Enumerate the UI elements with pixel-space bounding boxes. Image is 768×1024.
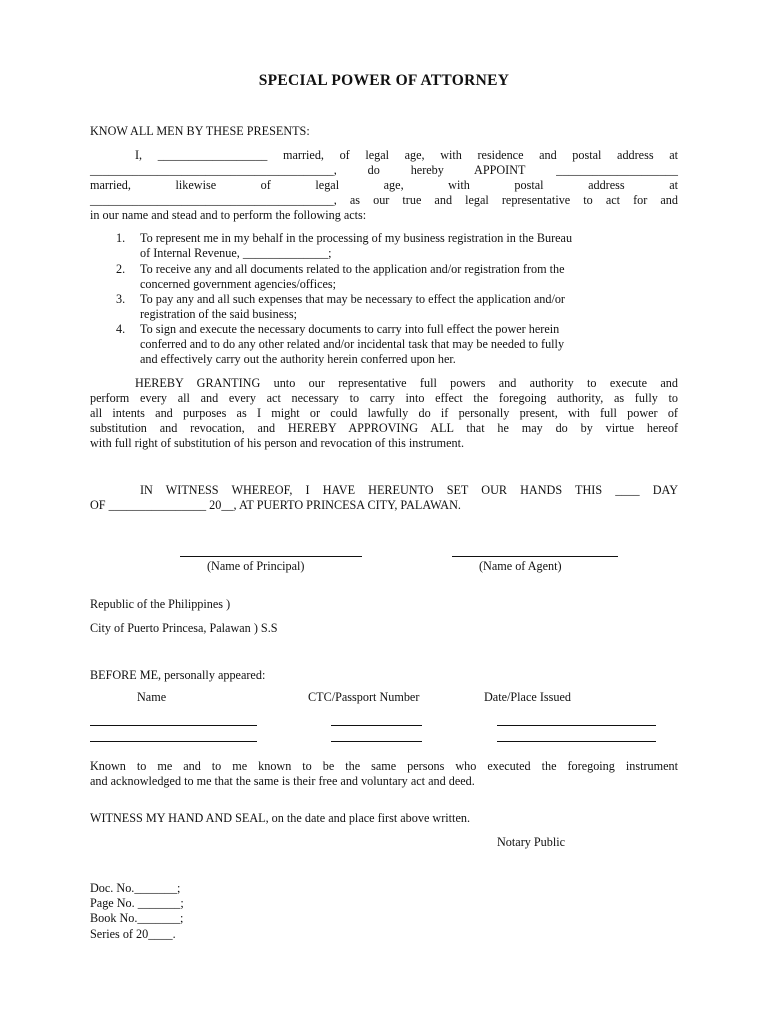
- document-title: SPECIAL POWER OF ATTORNEY: [258, 72, 510, 89]
- act-item-2: [116, 262, 565, 277]
- intro-text: KNOW ALL MEN BY THESE PRESENTS:: [90, 124, 310, 138]
- name-blank-line-1: [90, 725, 257, 726]
- granting-line-2: perform every all and every act necessary to carry into effect the foregoing authority, as fully to: [90, 391, 678, 405]
- act-item-4: [116, 322, 559, 337]
- act-text: To receive any and all documents related to the application and/or registration from the: [140, 262, 565, 276]
- act-text: To pay any and all such expenses that may be necessary to effect the application and/or: [140, 292, 565, 306]
- act-number: 2.: [116, 262, 126, 276]
- witness-line-2: OF ________________ 20__, AT PUERTO PRINCESA CITY, PALAWAN.: [90, 498, 461, 512]
- name-blank-line-2: [90, 741, 257, 742]
- appointment-line-3: married, likewise of legal age, with postal address at: [90, 178, 678, 192]
- act-2-continuation: concerned government agencies/offices;: [140, 277, 337, 291]
- granting-line-4: substitution and revocation, and HEREBY APPROVING ALL that he may do by virtue hereof: [90, 421, 678, 435]
- act-3-continuation: registration of the said business;: [140, 307, 298, 321]
- column-header-date-place: Date/Place Issued: [484, 690, 571, 704]
- appointment-line-5: in our name and stead and to perform the following acts:: [90, 208, 367, 222]
- act-number: 4.: [116, 322, 126, 336]
- venue-line-2: City of Puerto Princesa, Palawan ) S.S: [90, 621, 278, 635]
- column-header-name: Name: [137, 690, 167, 704]
- series-of: Series of 20____.: [90, 927, 176, 941]
- principal-signature-line: [180, 556, 362, 557]
- act-text: To sign and execute the necessary documents to carry into full effect the power herein: [140, 322, 560, 336]
- ctc-blank-line-1: [331, 725, 422, 726]
- granting-line-5: with full right of substitution of his person and revocation of this instrument.: [90, 436, 465, 450]
- act-number: 3.: [116, 292, 126, 306]
- principal-name-label: (Name of Principal): [207, 559, 305, 573]
- venue-line-1: Republic of the Philippines ): [90, 597, 231, 611]
- agent-signature-line: [452, 556, 618, 557]
- ctc-blank-line-2: [331, 741, 422, 742]
- witness-hand-text: WITNESS MY HAND AND SEAL, on the date and place first above written.: [90, 811, 470, 825]
- granting-line-1: HEREBY GRANTING unto our representative full powers and authority to execute and: [135, 376, 678, 390]
- known-line-2: and acknowledged to me that the same is their free and voluntary act and deed.: [90, 774, 475, 788]
- page-no: Page No. _______;: [90, 896, 184, 910]
- act-4-continuation-2: and effectively carry out the authority herein conferred upon her.: [140, 352, 456, 366]
- agent-name-label: (Name of Agent): [479, 559, 562, 573]
- doc-no: Doc. No._______;: [90, 881, 181, 895]
- granting-line-3: all intents and purposes as I might or could lawfully do if personally present, with full power of: [90, 406, 678, 420]
- act-item-1: [116, 231, 572, 246]
- act-item-3: [116, 292, 565, 307]
- appointment-line-2: ________________________________________, do hereby APPOINT ____________________: [90, 163, 678, 177]
- appointment-line-4: ________________________________________, as our true and legal representative to act for and: [90, 193, 678, 207]
- witness-line-1: IN WITNESS WHEREOF, I HAVE HEREUNTO SET OUR HANDS THIS ____ DAY: [140, 483, 678, 497]
- act-4-continuation-1: conferred and to do any other related and/or incidental task that may be needed to fully: [140, 337, 565, 351]
- book-no: Book No._______;: [90, 911, 184, 925]
- date-blank-line-1: [497, 725, 656, 726]
- notary-public-label: Notary Public: [497, 835, 566, 849]
- column-header-ctc: CTC/Passport Number: [308, 690, 420, 704]
- act-number: 1.: [116, 231, 126, 245]
- date-blank-line-2: [497, 741, 656, 742]
- before-me-text: BEFORE ME, personally appeared:: [90, 668, 266, 682]
- known-line-1: Known to me and to me known to be the same persons who executed the foregoing instrument: [90, 759, 678, 773]
- act-text: To represent me in my behalf in the processing of my business registration in the Bureau: [140, 231, 573, 245]
- appointment-line-1: I, __________________ married, of legal age, with residence and postal address at: [135, 148, 678, 162]
- act-1-continuation: of Internal Revenue, ______________;: [140, 246, 332, 260]
